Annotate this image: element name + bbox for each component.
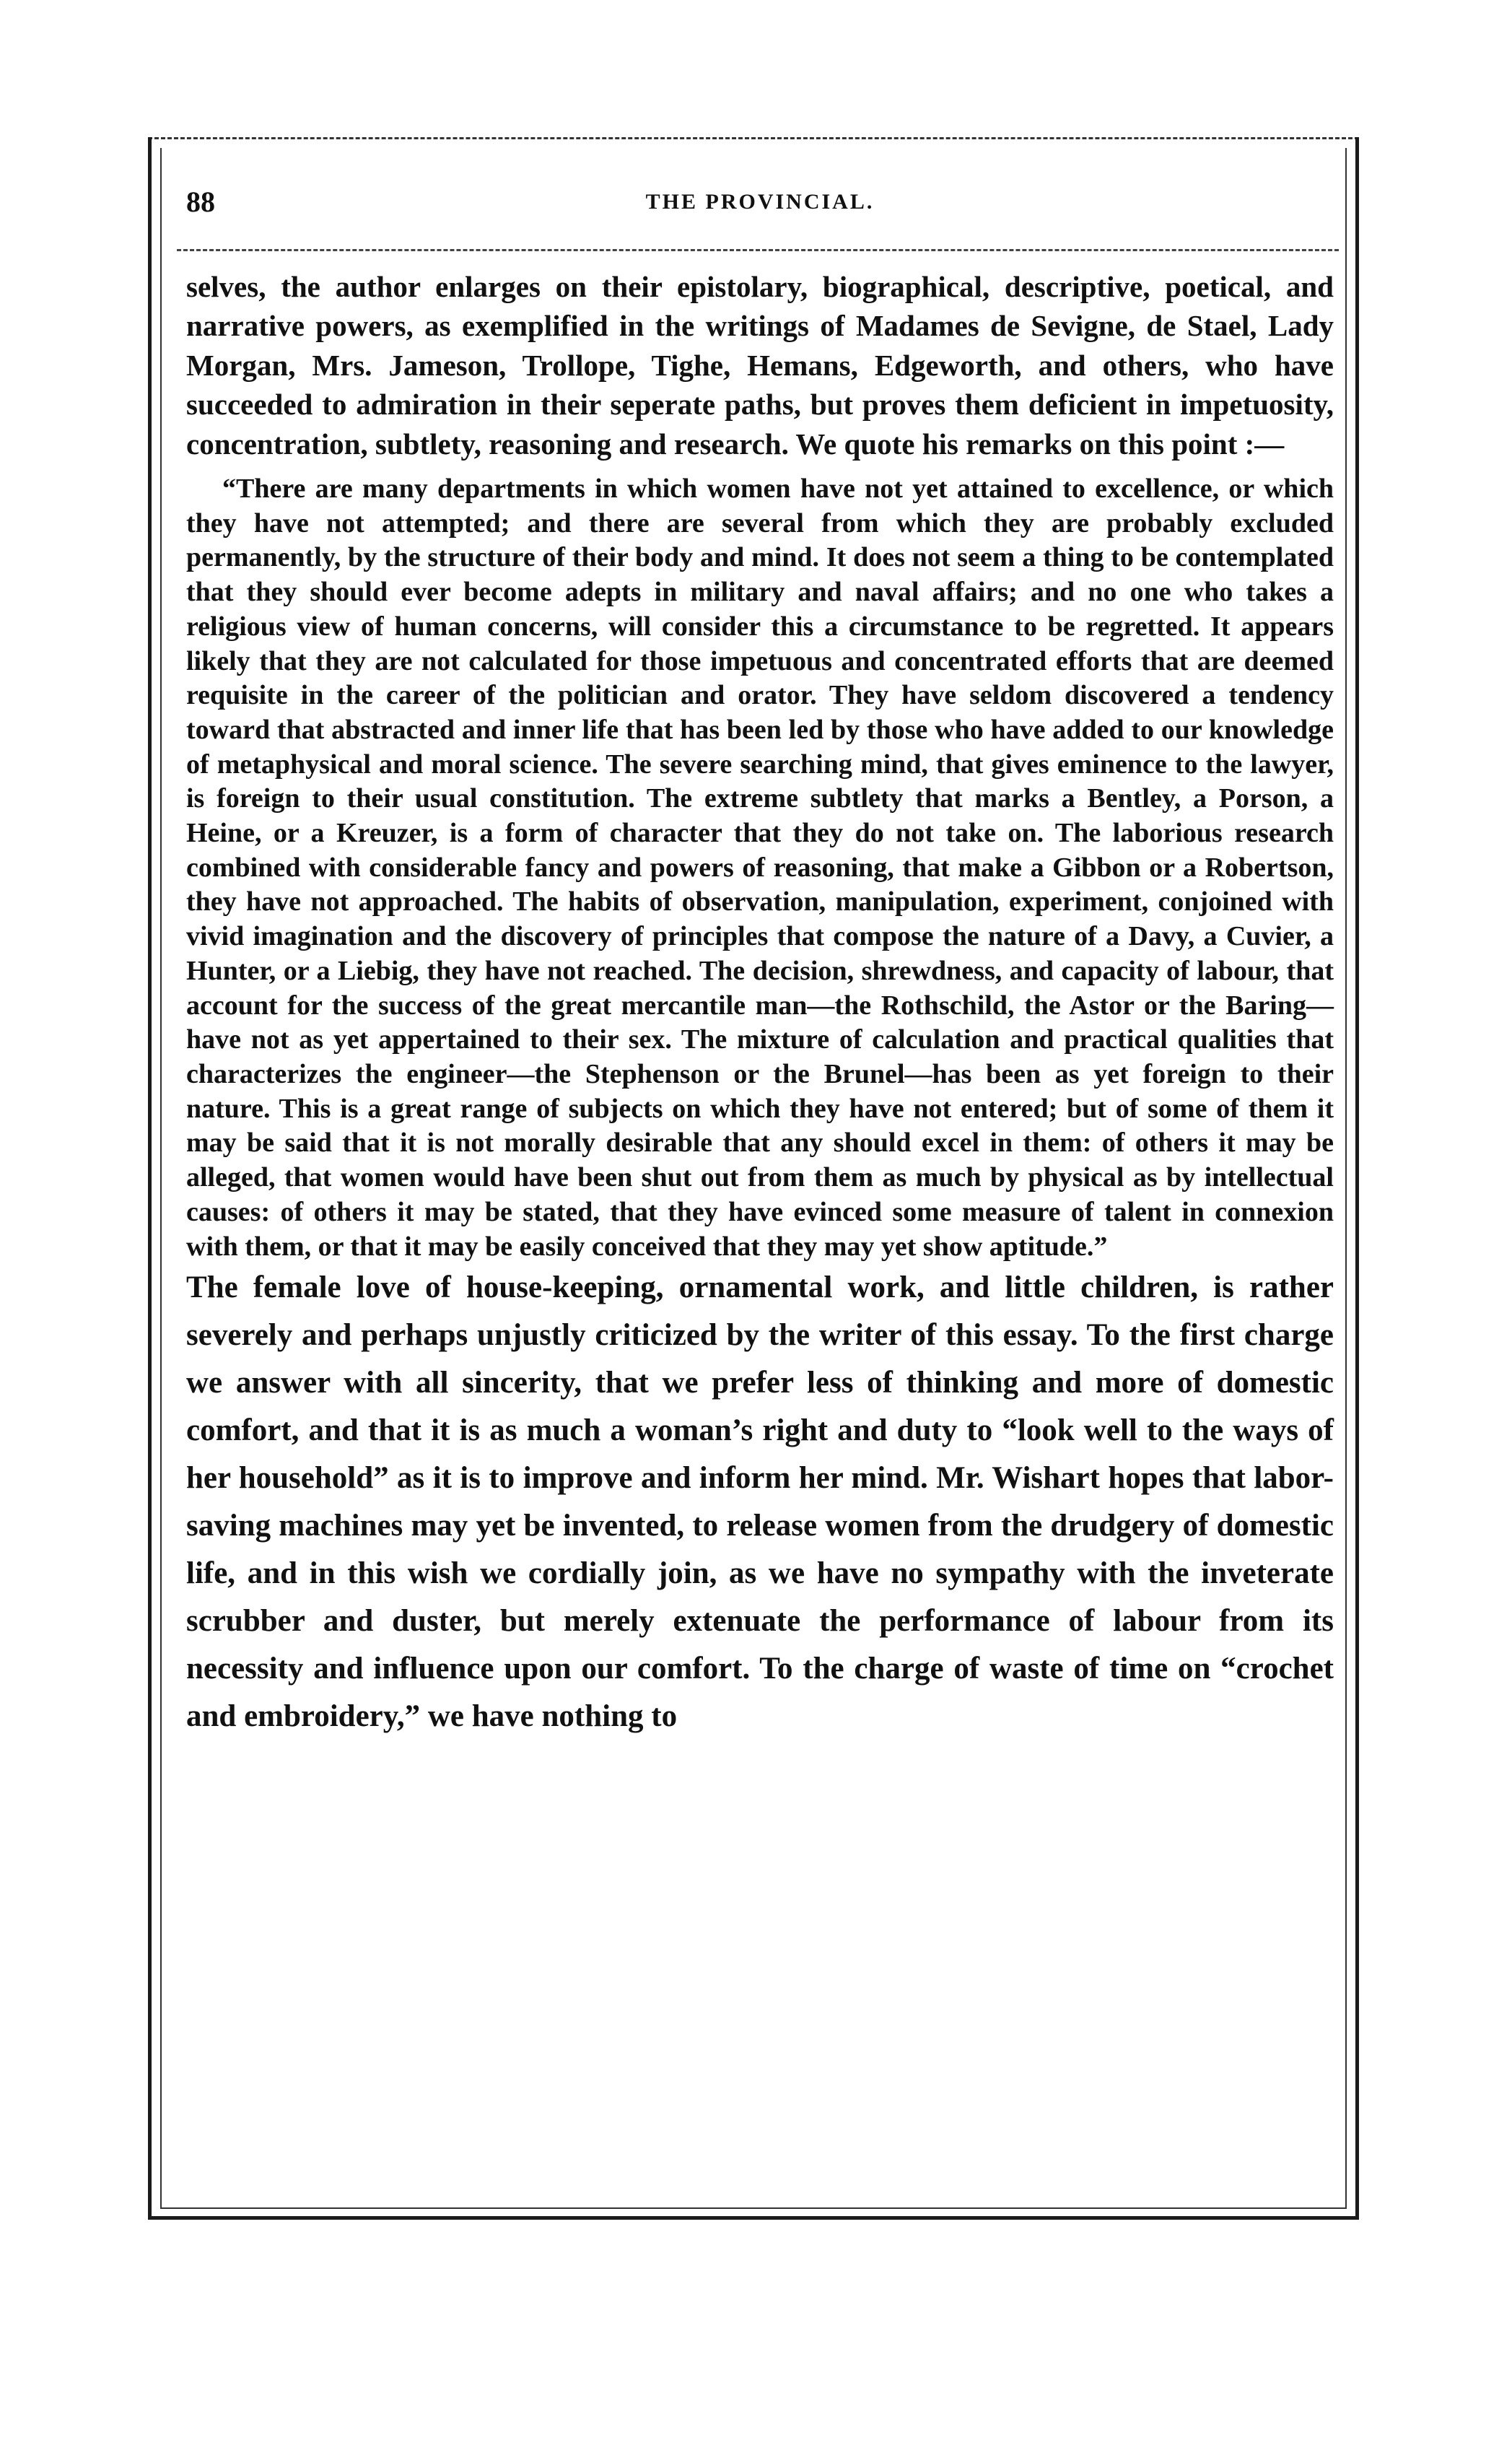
paragraph: The female love of house-keeping, ornamental work, and little children, is rather severely and perhaps unjustly criticized by the writer of this essay. To the first charge we answer with all sincerity, that we prefer less of thinking and more of domestic comfort, and that it is as much a woman’s right and duty to “look well to the ways of her household” as it is to improve and inform her mind. Mr. Wishart hopes that labor-saving machines may yet be invented, to release women from the drudgery of domestic life, and in this wish we cordially join, as we have no sympathy with the inveterate scrubber and duster, but merely extenuate the performance of labour from its necessity and influence upon our comfort. To the charge of waste of time on “crochet and embroidery,” we have nothing to: [186, 1270, 1334, 1734]
paragraph-continued: selves, the author enlarges on their epistolary, biographical, descriptive, poetical, and narrative powers, as exemplified in the writings of Madames de Sevigne, de Stael, Lady Morgan, Mrs. Jameson, Trollope, Tighe, Hemans, Edgeworth, and others, who have succeeded to admiration in their seperate paths, but proves them deficient in impetuosity, concentration, subtlety, reasoning and research. We quote his remarks on this point :—: [186, 270, 1334, 461]
running-head: THE PROVINCIAL.: [645, 190, 875, 214]
page-number: 88: [186, 186, 215, 218]
block-quote: “There are many departments in which women have not yet attained to excellence, or which they have not attempted; and there are several from which they are probably excluded permanently, by the structure of their body and mind. It does not seem a thing to be contemplated that they should ever become adepts in military and naval affairs; and no one who takes a religious view of human concerns, will consider this a circumstance to be regretted. It appears likely that they are not calculated for those impetuous and concentrated efforts that are deemed requisite in the career of the politician and orator. They have seldom discovered a tendency toward that abstracted and inner life that has been led by those who have added to our knowledge of metaphysical and moral science. The severe searching mind, that gives eminence to the lawyer, is foreign to their usual constitution. The extreme subtlety that marks a Bentley, a Porson, a Heine, or a Kreuzer, is a form of character that they do not take on. The laborious research combined with considerable fancy and powers of reasoning, that make a Gibbon or a Robertson, they have not approached. The habits of observation, manipulation, experiment, conjoined with vivid imagination and the discovery of principles that compose the nature of a Davy, a Cuvier, a Hunter, or a Liebig, they have not reached. The decision, shrewdness, and capacity of labour, that account for the success of the great mercantile man—the Rothschild, the Astor or the Baring—have not as yet appertained to their sex. The mixture of calculation and practical qualities that characterizes the engineer—the Stephenson or the Brunel—has been as yet foreign to their nature. This is a great range of subjects on which they have not entered; but of some of them it may be said that it is not morally desirable that any should excel in them: of others it may be alleged, that women would have been shut out from them as much by physical as by intellectual causes: of others it may be stated, that they have evinced some measure of talent in connexion with them, or that it may be easily conceived that they may yet show aptitude.”: [186, 474, 1334, 1262]
header-rule: [177, 249, 1339, 251]
page-content: [186, 267, 1334, 1740]
page-header: [186, 180, 1334, 224]
